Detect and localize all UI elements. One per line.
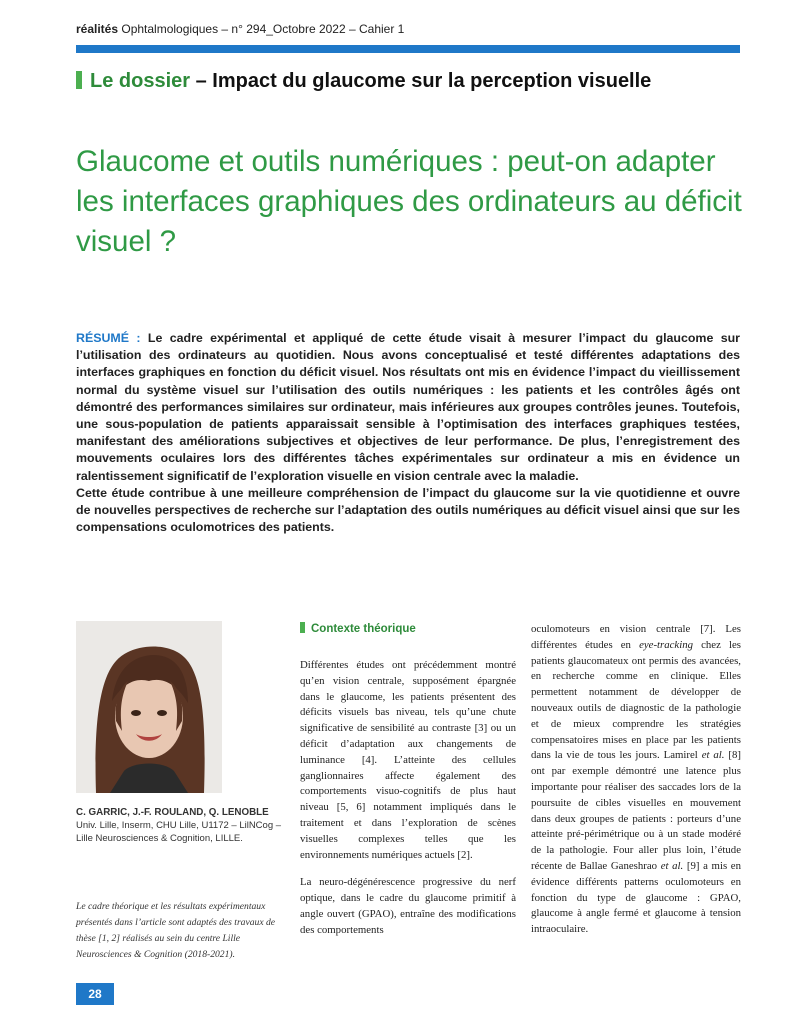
abstract-paragraph-1: Le cadre expérimental et appliqué de cette étude visait à mesurer l’impact du glaucome sur l’utilisation des ordinateurs au quotidien. Nous avons conceptualisé et testé différentes adaptations des interfaces graphiques en fonction du déficit visuel. Nos résultats ont mis en évidence l’impact du vieillissement normal du système visuel sur l’utilisation des outils numériques : les patients et les contrôles âgés ont démontré des performances similaires sur ordinateur, mais inférieures aux groupes contrôles jeunes. Toutefois, une sous-population de patients apparaissait sensible à l’optimisation des interfaces graphiques testées, manifestant des améliorations subjectives et objectives de leur performance. De plus, l’enregistrement des mouvements oculaires lors des différentes tâches expérimentales sur ordinateur a mis en évidence un ralentissement significatif de l’exploration visuelle en vision centrale avec la maladie. bbox=[76, 331, 740, 483]
body-paragraph-3 bbox=[531, 622, 741, 938]
section-heading-text: Contexte théorique bbox=[311, 623, 416, 635]
author-affiliation: Univ. Lille, Inserm, CHU Lille, U1172 – LilNCog – Lille Neurosciences & Cognition, LILLE. bbox=[76, 820, 282, 844]
journal-name: réalités bbox=[76, 22, 119, 36]
author-names: C. GARRIC, J.-F. ROULAND, Q. LENOBLE bbox=[76, 807, 269, 818]
dossier-heading bbox=[76, 70, 651, 93]
body-italic-term: et al. bbox=[660, 859, 684, 872]
body-column-1 bbox=[300, 658, 516, 951]
body-italic-term: et al. bbox=[701, 749, 725, 762]
section-heading bbox=[300, 622, 416, 635]
body-text-segment: oculomoteurs en vision centrale [7]. Les différentes études en bbox=[531, 623, 741, 651]
body-paragraph-2: La neuro-dégénérescence progressive du nerf optique, dans le cadre du glaucome primitif à angle ouvert (GPAO), entraîne des modifications des comportements bbox=[300, 876, 516, 936]
running-header bbox=[76, 22, 404, 36]
article-title: Glaucome et outils numériques : peut-on adapter les interfaces graphiques des ordinateurs au déficit visuel ? bbox=[76, 145, 742, 258]
page-number: 28 bbox=[76, 983, 114, 1005]
body-paragraph-1: Différentes études ont précédemment montré qu’en vision centrale, supposément épargnée dans le glaucome, les patients présentent des déficits visuels bas niveau, tels qu’une chute significative de sensibilité au contraste [3] ou un déficit d’adaptation aux changements de luminance [4]. L’atteinte des cellules ganglionnaires affecte également des comportements visuo-cognitifs de plus haut niveau [5, 6] notamment impliqués dans le traitement et dans l’exploration de scènes visuelles complexes telles que les environnements numériques actuels [2]. bbox=[300, 659, 516, 861]
author-photo bbox=[76, 621, 222, 793]
section-marker bbox=[76, 71, 82, 89]
abstract-label: RÉSUMÉ : bbox=[76, 331, 141, 345]
body-column-2 bbox=[531, 622, 741, 950]
body-italic-term: eye-tracking bbox=[639, 638, 694, 651]
article-note: Le cadre théorique et les résultats expérimentaux présentés dans l’article sont adaptés des travaux de thèse [1, 2] réalisés au sein du centre Lille Neurosciences & Cognition (2018-2021). bbox=[76, 901, 276, 960]
body-text-segment: [8] ont par exemple démontré une latence plus importante pour réaliser des saccades lors de la poursuite de cibles visuelles en mouvement dans deux groupes de patients : porteurs d’une atteinte pré-périmétrique ou à un stade modéré de la pathologie. Four aller plus loin, l’étude récente de Ballae Ganeshrao bbox=[531, 749, 742, 872]
author-block bbox=[76, 806, 296, 845]
body-text-segment: chez les patients glaucomateux ont permis des avancées, en recherche comme en clinique. Elles permettent notamment de développer de nouveaux outils de diagnostic de la pathologie et de mieux comprendre les stratégies compensatoires mises en place par les patients dans la vie de tous les jours. Lamirel bbox=[531, 638, 741, 762]
dossier-topic: – Impact du glaucome sur la perception visuelle bbox=[190, 70, 652, 92]
body-text-segment: [9] a mis en évidence différents patterns oculomoteurs en fonction du type de glaucome : GPAO, glaucome à angle fermé et glaucome à tension intraoculaire. bbox=[531, 859, 741, 936]
header-rule bbox=[76, 45, 740, 53]
issue-info: Ophtalmologiques – n° 294_Octobre 2022 – Cahier 1 bbox=[118, 22, 405, 36]
abstract-paragraph-2: Cette étude contribue à une meilleure compréhension de l’impact du glaucome sur la vie quotidienne et ouvre de nouvelles perspectives de recherche sur l’adaptation des outils numériques au déficit visuel ainsi que sur les compensations oculomotrices des patients. bbox=[76, 485, 740, 535]
dossier-label: Le dossier bbox=[90, 70, 191, 92]
section-heading-marker bbox=[300, 622, 305, 633]
abstract bbox=[76, 330, 740, 536]
